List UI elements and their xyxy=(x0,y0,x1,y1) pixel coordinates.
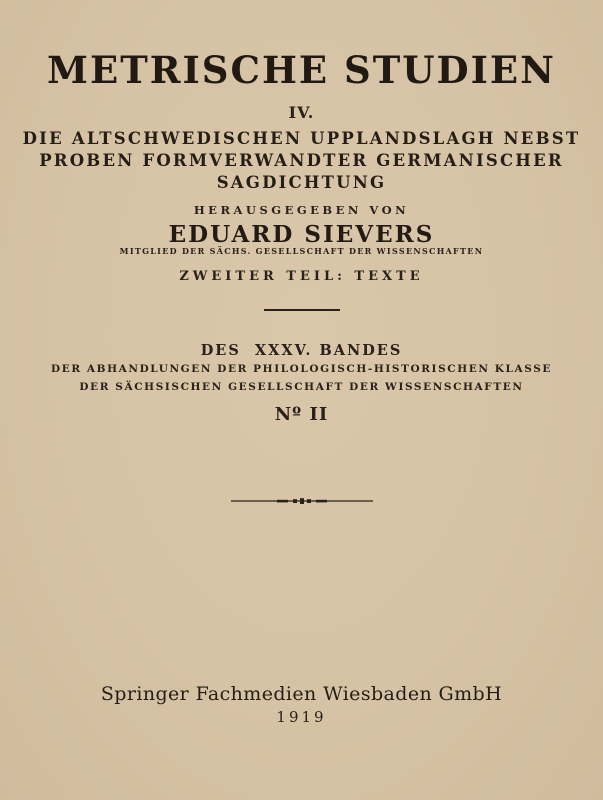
part-label: ZWEITER TEIL: TEXTE xyxy=(179,269,424,284)
series-volume-line: DES XXXV. BANDES xyxy=(200,342,403,359)
series-number: Nº II xyxy=(274,404,329,425)
ornamental-divider xyxy=(231,496,373,506)
editor-affiliation: MITGLIED DER SÄCHS. GESELLSCHAFT DER WISSENSCHAFTEN xyxy=(119,246,484,256)
publisher-imprint: Springer Fachmedien Wiesbaden GmbH xyxy=(100,683,503,705)
series-name-line-2: DER SÄCHSISCHEN GESELLSCHAFT DER WISSENSCHAFTEN xyxy=(79,381,524,393)
subtitle-line-3: SAGDICHTUNG xyxy=(216,173,387,192)
subtitle-line-2: PROBEN FORMVERWANDTER GERMANISCHER xyxy=(39,151,564,170)
book-title: METRISCHE STUDIEN xyxy=(47,48,556,92)
publication-year: 1919 xyxy=(276,708,327,726)
series-name-line-1: DER ABHANDLUNGEN DER PHILOLOGISCH-HISTORISCHEN KLASSE xyxy=(51,363,552,375)
edited-by-label: HERAUSGEGEBEN VON xyxy=(193,203,410,217)
editor-name: EDUARD SIEVERS xyxy=(168,221,435,248)
volume-numeral: IV. xyxy=(288,103,315,122)
subtitle-line-1: DIE ALTSCHWEDISCHEN UPPLANDSLAGH NEBST xyxy=(22,129,581,148)
divider-rule xyxy=(264,309,340,311)
